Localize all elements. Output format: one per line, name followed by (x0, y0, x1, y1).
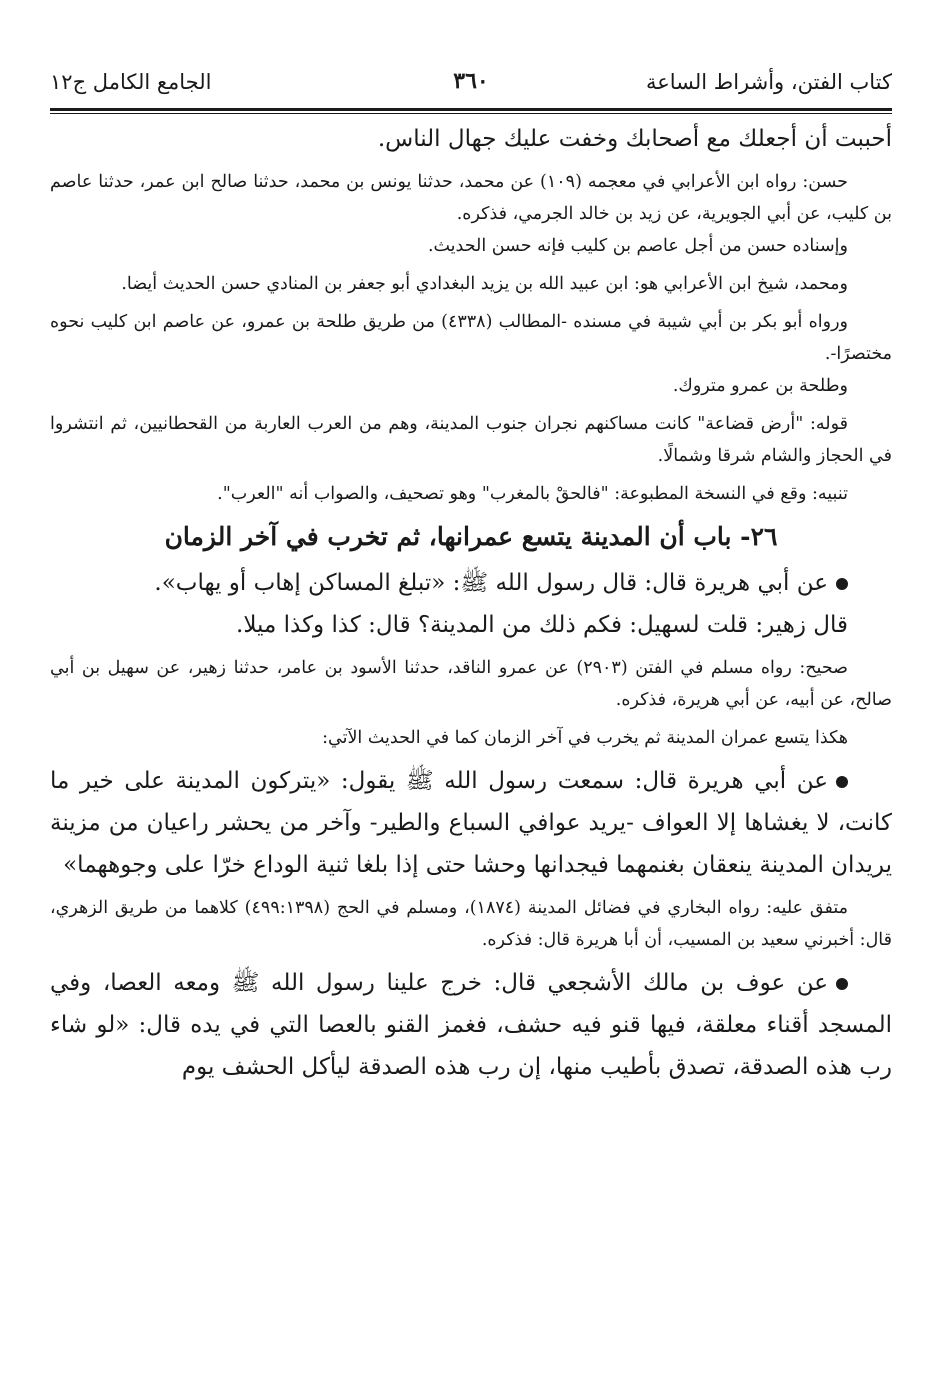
footnote-paragraph: وإسناده حسن من أجل عاصم بن كليب فإنه حسن الحديث. (427, 236, 848, 256)
volume-title: الجامع الكامل ج١٢ (50, 70, 212, 94)
hadith-text: عن أبي هريرة قال: قال رسول الله ﷺ: «تبلغ المساكن إهاب أو يهاب». (154, 570, 828, 596)
footnote-paragraph: ورواه أبو بكر بن أبي شيبة في مسنده -المطالب (٤٣٣٨) من طريق طلحة بن عمرو، عن عاصم ابن كليب نحوه مختصرًا-. (50, 312, 892, 364)
hadith-paragraph (50, 760, 892, 886)
paragraph: أحببت أن أجعلك مع أصحابك وخفت عليك جهال الناس. (377, 126, 892, 152)
footnote-paragraph: هكذا يتسع عمران المدينة ثم يخرب في آخر الزمان كما في الحديث الآتي: (322, 728, 848, 748)
footnote-paragraph: صحيح: رواه مسلم في الفتن (٢٩٠٣) عن عمرو الناقد، حدثنا الأسود بن عامر، حدثنا زهير، عن سهيل بن أبي صالح، عن أبيه، عن أبي هريرة، فذكره. (50, 658, 892, 710)
footnote-paragraph: ومحمد، شيخ ابن الأعرابي هو: ابن عبيد الله بن يزيد البغدادي أبو جعفر بن المنادي حسن الحديث أيضا. (121, 274, 848, 294)
page-number: ٣٦٠ (453, 68, 489, 94)
hadith-text: عن عوف بن مالك الأشجعي قال: خرج علينا رسول الله ﷺ ومعه العصا، وفي المسجد أقناء معلقة، فيها قنو فيه حشف، فغمز القنو بالعصا التي في يده قال: «لو شاء رب هذه الصدقة، تصدق بأطيب منها، إن رب هذه الصدقة ليأكل الحشف يوم (50, 970, 892, 1080)
bullet-icon (836, 578, 848, 590)
hadith-text: عن أبي هريرة قال: سمعت رسول الله ﷺ يقول: «يتركون المدينة على خير ما كانت، لا يغشاها إلا العواف -يريد عوافي السباع والطير- وآخر من يحشر راعيان من مزينة يريدان المدينة ينعقان بغنمهما فيجدانها وحشا حتى إذا بلغا ثنية الوداع خرّا على وجوههما» (50, 768, 893, 878)
chapter-heading: ٢٦- باب أن المدينة يتسع عمرانها، ثم تخرب في آخر الزمان (164, 522, 778, 551)
footnote-paragraph: متفق عليه: رواه البخاري في فضائل المدينة (١٨٧٤)، ومسلم في الحج (٤٩٩:١٣٩٨) كلاهما من طريق الزهري، قال: أخبرني سعيد بن المسيب، أن أبا هريرة قال: فذكره. (50, 898, 892, 950)
bullet-icon (836, 978, 848, 990)
hadith-paragraph (50, 962, 892, 1088)
page-header (50, 60, 892, 106)
bullet-icon (836, 776, 848, 788)
footnote-paragraph: حسن: رواه ابن الأعرابي في معجمه (١٠٩) عن محمد، حدثنا يونس بن محمد، حدثنا صالح ابن عمر، حدثنا عاصم بن كليب، عن أبي الجويرية، عن زيد بن خالد الجرمي، فذكره. (50, 172, 892, 224)
chapter-title: كتاب الفتن، وأشراط الساعة (645, 70, 892, 94)
header-rule-thin (50, 113, 892, 114)
header-rule-thick (50, 108, 892, 111)
footnote-paragraph: وطلحة بن عمرو متروك. (672, 376, 848, 396)
hadith-paragraph: قال زهير: قلت لسهيل: فكم ذلك من المدينة؟ قال: كذا وكذا ميلا. (236, 612, 848, 638)
book-page (50, 60, 892, 1088)
footnote-paragraph: قوله: "أرض قضاعة" كانت مساكنهم نجران جنوب المدينة، وهم من العرب العاربة من القحطانيين، ثم انتشروا في الحجاز والشام شرقا وشمالًا. (50, 414, 892, 466)
footnote-paragraph: تنبيه: وقع في النسخة المطبوعة: "فالحقْ بالمغرب" وهو تصحيف، والصواب أنه "العرب". (217, 484, 848, 504)
hadith-paragraph (50, 562, 892, 604)
